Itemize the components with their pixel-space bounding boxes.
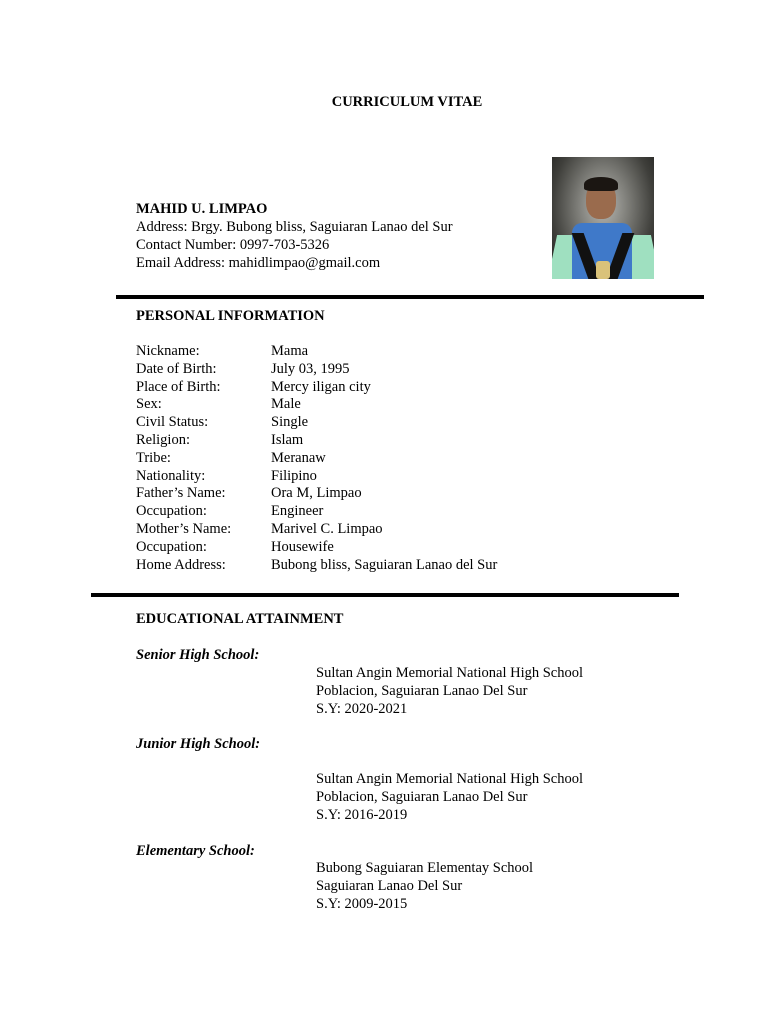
- info-label: Father’s Name:: [136, 485, 226, 502]
- education-level-elementary: Elementary School:: [136, 843, 255, 859]
- info-row-civil-status: [136, 414, 497, 432]
- school-year: S.Y: 2020-2021: [316, 700, 408, 717]
- info-value: Mama: [271, 343, 309, 359]
- info-value: Marivel C. Limpao: [271, 520, 383, 537]
- info-value: Mercy iligan city: [271, 378, 371, 395]
- info-value: Filipino: [271, 467, 317, 484]
- info-row-tribe: [136, 450, 497, 468]
- school-name: Sultan Angin Memorial National High School: [316, 665, 584, 681]
- info-value: Housewife: [271, 538, 334, 555]
- education-level-senior-high: Senior High School:: [136, 647, 260, 663]
- info-value: Ora M, Limpao: [271, 485, 362, 502]
- education-level-junior-high: Junior High School:: [136, 736, 261, 752]
- info-label: Sex:: [136, 396, 162, 413]
- address-line: Address: Brgy. Bubong bliss, Saguiaran Lanao del Sur: [136, 219, 453, 235]
- info-row-home-address: [136, 557, 497, 575]
- info-label: Religion:: [136, 431, 190, 448]
- info-row-religion: [136, 432, 497, 450]
- info-row-mother-occupation: [136, 539, 497, 557]
- info-label: Nickname:: [136, 343, 200, 359]
- info-row-mothers-name: [136, 521, 497, 539]
- info-row-fathers-name: [136, 485, 497, 503]
- personal-info-heading: PERSONAL INFORMATION: [136, 308, 325, 324]
- info-label: Date of Birth:: [136, 360, 217, 377]
- document-title: CURRICULUM VITAE: [331, 94, 483, 110]
- info-label: Occupation:: [136, 503, 207, 520]
- info-label: Tribe:: [136, 449, 171, 466]
- education-detail-elementary: [316, 860, 533, 913]
- info-label: Home Address:: [136, 556, 226, 573]
- info-label: Nationality:: [136, 467, 206, 484]
- school-location: Poblacion, Saguiaran Lanao Del Sur: [316, 788, 528, 805]
- education-heading: EDUCATIONAL ATTAINMENT: [136, 611, 344, 627]
- info-label: Place of Birth:: [136, 378, 221, 395]
- info-label: Mother’s Name:: [136, 520, 232, 537]
- info-value: Single: [271, 414, 309, 431]
- contact-number-line: Contact Number: 0997-703-5326: [136, 237, 330, 253]
- school-year: S.Y: 2009-2015: [316, 895, 408, 912]
- school-name: Bubong Saguiaran Elementay School: [316, 860, 534, 876]
- info-value: Engineer: [271, 503, 324, 520]
- info-row-father-occupation: [136, 503, 497, 521]
- education-detail-senior-high: [316, 665, 583, 718]
- info-value: Islam: [271, 431, 304, 448]
- info-value: Bubong bliss, Saguiaran Lanao del Sur: [271, 556, 498, 573]
- info-row-date-of-birth: [136, 361, 497, 379]
- profile-photo: [552, 157, 654, 279]
- info-label: Occupation:: [136, 538, 207, 555]
- education-detail-junior-high: [316, 771, 583, 824]
- info-row-sex: [136, 396, 497, 414]
- email-line: Email Address: mahidlimpao@gmail.com: [136, 255, 381, 271]
- applicant-name: MAHID U. LIMPAO: [136, 201, 268, 217]
- section-divider: [116, 295, 704, 299]
- info-value: Male: [271, 396, 301, 413]
- photo-hair: [584, 177, 618, 191]
- school-name: Sultan Angin Memorial National High School: [316, 771, 584, 787]
- info-value: July 03, 1995: [271, 360, 350, 377]
- personal-info-table: [136, 343, 497, 574]
- school-location: Poblacion, Saguiaran Lanao Del Sur: [316, 682, 528, 699]
- info-row-nickname: [136, 343, 497, 361]
- info-row-place-of-birth: [136, 379, 497, 397]
- section-divider: [91, 593, 679, 597]
- contact-header: [136, 200, 453, 272]
- info-label: Civil Status:: [136, 414, 209, 431]
- school-year: S.Y: 2016-2019: [316, 806, 408, 823]
- school-location: Saguiaran Lanao Del Sur: [316, 877, 463, 894]
- photo-tassel: [596, 261, 610, 279]
- info-row-nationality: [136, 468, 497, 486]
- info-value: Meranaw: [271, 449, 326, 466]
